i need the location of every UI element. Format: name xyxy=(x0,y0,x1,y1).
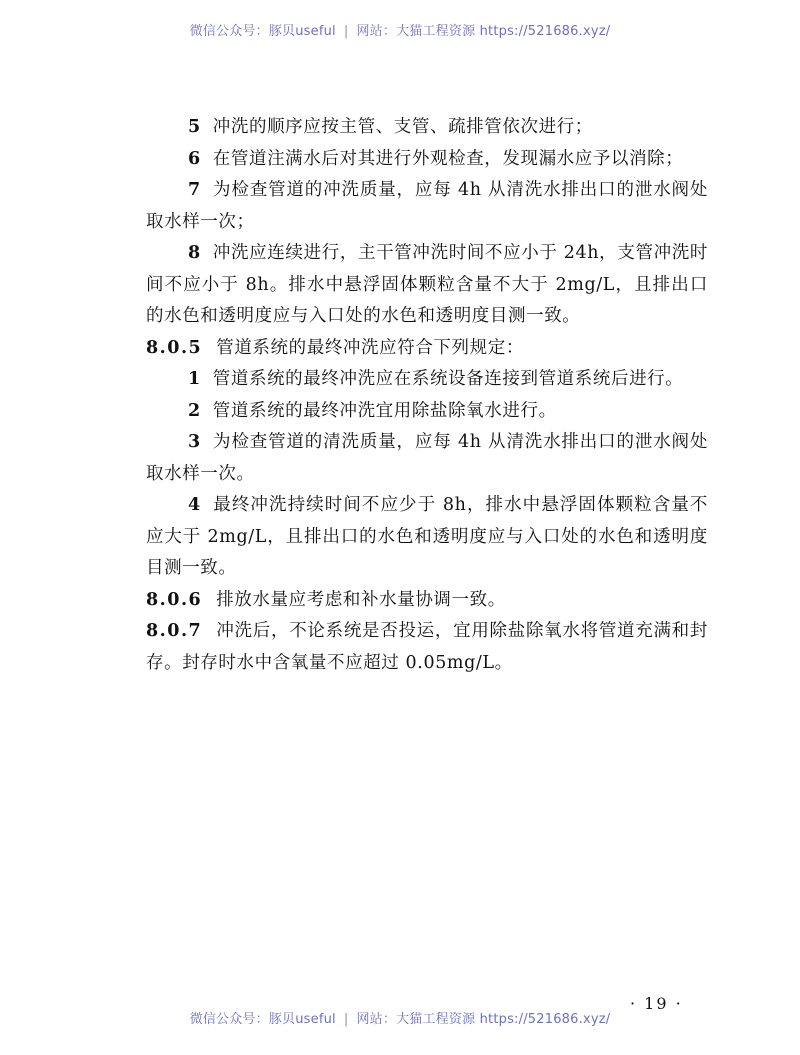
list-item xyxy=(146,175,708,238)
section-number: 8.0.6 xyxy=(146,589,203,610)
section-text: 冲洗后，不论系统是否投运，宜用除盐除氧水将管道充满和封存。封存时水中含氧量不应超过 0.05mg/L。 xyxy=(146,621,708,673)
section-text: 排放水量应考虑和补水量协调一致。 xyxy=(216,589,506,610)
section-number: 8.0.7 xyxy=(146,621,203,641)
item-text: 最终冲洗持续时间不应少于 8h，排水中悬浮固体颗粒含量不应大于 2mg/L，且排出口的水色和透明度应与入口处的水色和透明度目测一致。 xyxy=(146,495,708,578)
item-number: 8 xyxy=(188,243,201,263)
watermark-wechat: 微信公众号：豚贝useful xyxy=(189,1012,336,1027)
list-item xyxy=(146,427,708,490)
list-item xyxy=(146,364,708,396)
item-number: 2 xyxy=(188,400,201,421)
item-text: 为检查管道的冲洗质量，应每 4h 从清洗水排出口的泄水阀处取水样一次； xyxy=(146,180,708,232)
item-number: 6 xyxy=(188,148,201,169)
list-item xyxy=(146,144,708,176)
watermark-footer xyxy=(0,1008,800,1027)
watermark-separator: | xyxy=(343,1012,349,1027)
section-text: 管道系统的最终冲洗应符合下列规定： xyxy=(216,337,524,358)
item-text: 管道系统的最终冲洗宜用除盐除氧水进行。 xyxy=(212,400,557,421)
list-item xyxy=(146,490,708,585)
item-text: 管道系统的最终冲洗应在系统设备连接到管道系统后进行。 xyxy=(212,369,684,389)
item-text: 冲洗的顺序应按主管、支管、疏排管依次进行； xyxy=(212,117,593,137)
list-item xyxy=(146,396,708,428)
list-item xyxy=(146,238,708,333)
watermark-separator: | xyxy=(343,24,349,39)
item-number: 1 xyxy=(188,369,201,389)
list-item xyxy=(146,112,708,144)
item-text: 冲洗应连续进行，主干管冲洗时间不应小于 24h，支管冲洗时间不应小于 8h。排水中悬浮固体颗粒含量不大于 2mg/L，且排出口的水色和透明度应与入口处的水色和透明度目测一致。 xyxy=(146,243,708,326)
item-number: 7 xyxy=(188,180,201,200)
page-number: · 19 · xyxy=(630,994,683,1013)
document-body xyxy=(146,112,708,679)
item-number: 4 xyxy=(188,495,201,515)
item-number: 5 xyxy=(188,117,201,137)
section-clause xyxy=(146,585,708,617)
watermark-header xyxy=(0,20,800,39)
watermark-website: 网站：大猫工程资源 https://521686.xyz/ xyxy=(356,1012,611,1027)
section-clause xyxy=(146,333,708,365)
item-text: 为检查管道的清洗质量，应每 4h 从清洗水排出口的泄水阀处取水样一次。 xyxy=(146,432,708,484)
item-text: 在管道注满水后对其进行外观检查，发现漏水应予以消除； xyxy=(212,148,684,169)
watermark-wechat: 微信公众号：豚贝useful xyxy=(189,24,336,39)
section-clause xyxy=(146,616,708,679)
item-number: 3 xyxy=(188,432,201,452)
section-number: 8.0.5 xyxy=(146,337,203,358)
watermark-website: 网站：大猫工程资源 https://521686.xyz/ xyxy=(356,24,611,39)
